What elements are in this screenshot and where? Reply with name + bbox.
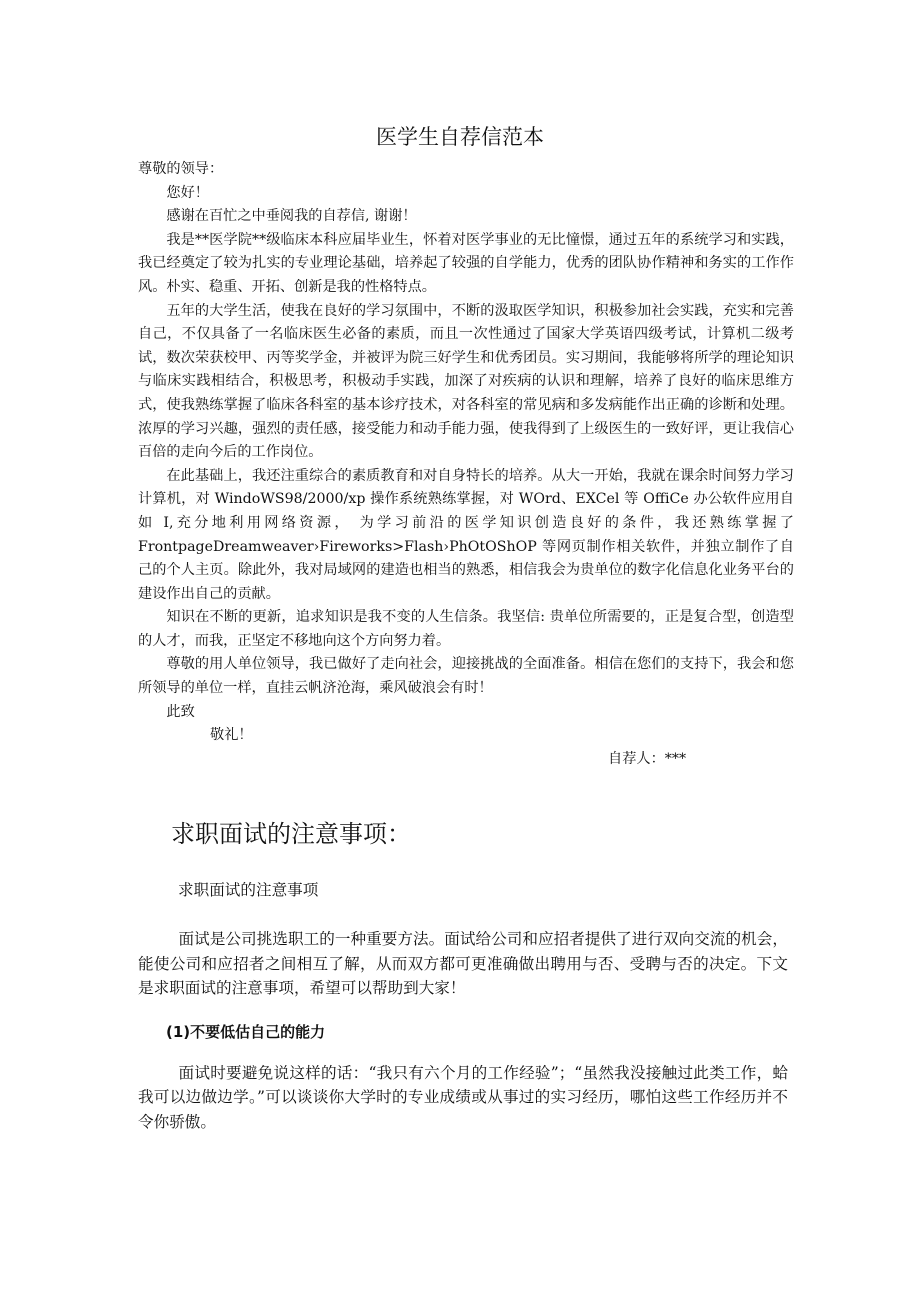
- letter-salutation: 尊敬的领导：: [138, 161, 224, 177]
- letter-paragraph: 知识在不断的更新，追求知识是我不变的人生信条。我坚信: 贵单位所需要的，正是复合型，创造型的人才，而我，正坚定不移地向这个方向努力着。: [138, 609, 794, 649]
- cover-letter: [138, 158, 794, 771]
- guide-intro: 面试是公司挑选职工的一种重要方法。面试给公司和应招者提供了进行双向交流的机会，能使公司和应招者之间相互了解，从而双方都可更准确做出聘用与否、受聘与否的决定。下文是求职面试的注意事项，希望可以帮助到大家！: [138, 930, 788, 998]
- letter-title: 医学生自荐信范本: [376, 125, 544, 149]
- guide-point-title: (1)不要低估自己的能力: [166, 1022, 326, 1041]
- interview-guide: [138, 878, 788, 1134]
- letter-thanks: 感谢在百忙之中垂阅我的自荐信, 谢谢！: [166, 208, 417, 225]
- letter-paragraph: 我是**医学院**级临床本科应届毕业生，怀着对医学事业的无比憧憬，通过五年的系统学习和实践，我已经奠定了较为扎实的专业理论基础，培养起了较强的自学能力，优秀的团队协作精神和务实的工作作风。朴实、稳重、开拓、创新是我的性格特点。: [138, 231, 794, 295]
- letter-closing: 此致: [166, 703, 195, 720]
- letter-paragraph: 五年的大学生活，使我在良好的学习氛围中，不断的汲取医学知识，积极参加社会实践，充实和完善自己，不仅具备了一名临床医生必备的素质，而且一次性通过了国家大学英语四级考试，计算机二级考试，数次荣获校甲、丙等奖学金，并被评为院三好学生和优秀团员。实习期间，我能够将所学的理论知识与临床实践相结合，积极思考，积极动手实践，加深了对疾病的认识和理解，培养了良好的临床思维方式，使我熟练掌握了临床各科室的基本诊疗技术，对各科室的常见病和多发病能作出正确的诊断和处理。浓厚的学习兴趣，强烈的责任感，接受能力和动手能力强，使我得到了上级医生的一致好评，更让我信心百倍的走向今后的工作岗位。: [138, 302, 794, 461]
- guide-subheading: 求职面试的注意事项: [178, 881, 319, 899]
- letter-signature: 自荐人：***: [608, 750, 687, 767]
- letter-greeting: 您好！: [166, 184, 209, 201]
- guide-point-body: 面试时要避免说这样的话：“我只有六个月的工作经验”；“虽然我没接触过此类工作，蛤我可以边做边学。”可以谈谈你大学时的专业成绩或从事过的实习经历，哪怕这些工作经历并不令你骄傲。: [138, 1064, 788, 1131]
- guide-heading: 求职面试的注意事项：: [171, 820, 411, 848]
- letter-paragraph: 在此基础上，我还注重综合的素质教育和对自身特长的培养。从大一开始，我就在课余时间努力学习计算机，对 WindoWS98/2000/xp 操作系统熟练掌握，对 WOrd、EXCel 等 OffiCe 办公软件应用自如 I,充分地利用网络资源， 为学习前沿的医学知识创造良好的条件，我还熟练掌握了 FrontpageDreamweaver›Fireworks>Flash›PhOtOShOP 等网页制作相关软件，并独立制作了自己的个人主页。除此外，我对局域网的建造也相当的熟悉，相信我会为贵单位的数字化信息化业务平台的建设作出自己的贡献。: [138, 467, 794, 602]
- letter-paragraph: 尊敬的用人单位领导，我已做好了走向社会，迎接挑战的全面准备。相信在您们的支持下，我会和您所领导的单位一样，直挂云帆济沧海，乘风破浪会有时！: [138, 656, 794, 697]
- letter-regards: 敬礼！: [210, 727, 253, 744]
